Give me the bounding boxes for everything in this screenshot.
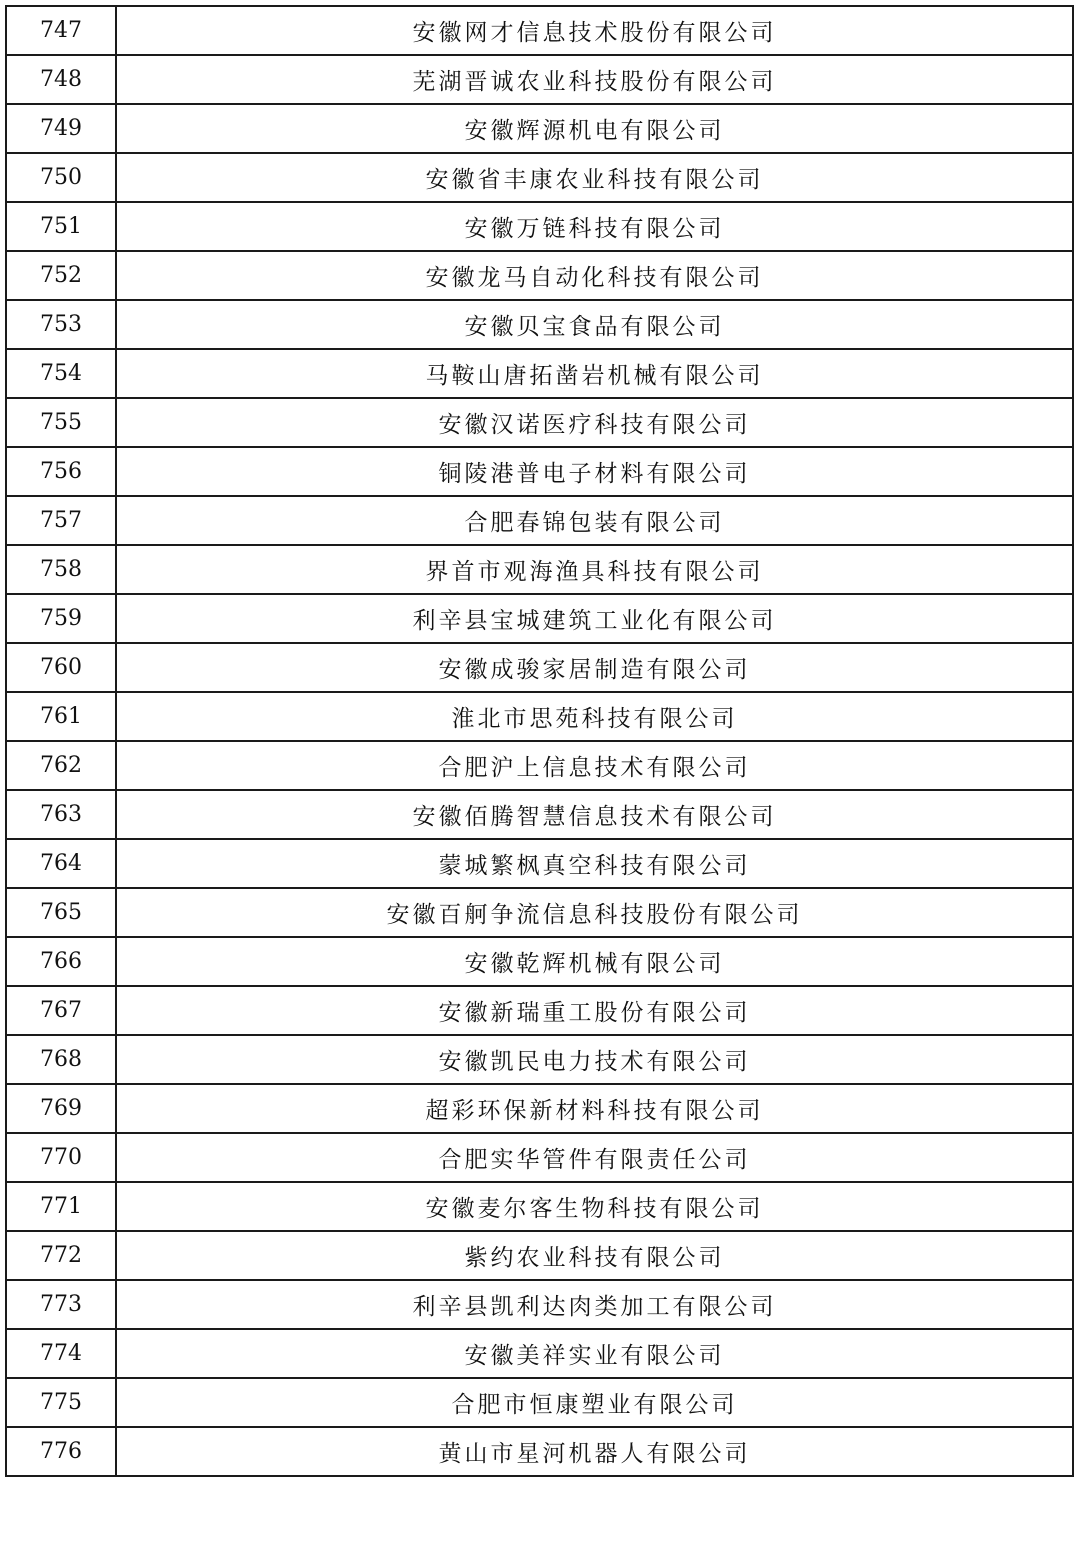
row-number: 770 — [6, 1133, 116, 1182]
company-name: 安徽汉诺医疗科技有限公司 — [116, 398, 1073, 447]
row-number: 763 — [6, 790, 116, 839]
row-number: 769 — [6, 1084, 116, 1133]
row-number: 764 — [6, 839, 116, 888]
table-row — [6, 1231, 1073, 1280]
company-name: 安徽佰腾智慧信息技术有限公司 — [116, 790, 1073, 839]
row-number: 750 — [6, 153, 116, 202]
table-row — [6, 790, 1073, 839]
row-number: 765 — [6, 888, 116, 937]
company-name: 安徽乾辉机械有限公司 — [116, 937, 1073, 986]
row-number: 756 — [6, 447, 116, 496]
row-number: 774 — [6, 1329, 116, 1378]
table-row — [6, 545, 1073, 594]
company-name: 安徽百舸争流信息科技股份有限公司 — [116, 888, 1073, 937]
table-row — [6, 1133, 1073, 1182]
row-number: 759 — [6, 594, 116, 643]
company-name: 安徽贝宝食品有限公司 — [116, 300, 1073, 349]
row-number: 755 — [6, 398, 116, 447]
table-row — [6, 1182, 1073, 1231]
table-row — [6, 1084, 1073, 1133]
company-name: 安徽新瑞重工股份有限公司 — [116, 986, 1073, 1035]
company-name: 马鞍山唐拓凿岩机械有限公司 — [116, 349, 1073, 398]
row-number: 767 — [6, 986, 116, 1035]
company-name: 界首市观海渔具科技有限公司 — [116, 545, 1073, 594]
row-number: 749 — [6, 104, 116, 153]
row-number: 753 — [6, 300, 116, 349]
company-name: 合肥实华管件有限责任公司 — [116, 1133, 1073, 1182]
table-row — [6, 496, 1073, 545]
row-number: 760 — [6, 643, 116, 692]
table-row — [6, 349, 1073, 398]
table-row — [6, 888, 1073, 937]
table-row — [6, 986, 1073, 1035]
row-number: 776 — [6, 1427, 116, 1476]
company-list-table — [5, 5, 1074, 1477]
row-number: 757 — [6, 496, 116, 545]
table-row — [6, 300, 1073, 349]
company-name: 合肥春锦包装有限公司 — [116, 496, 1073, 545]
table-row — [6, 594, 1073, 643]
company-name: 安徽麦尔客生物科技有限公司 — [116, 1182, 1073, 1231]
row-number: 775 — [6, 1378, 116, 1427]
table-row — [6, 398, 1073, 447]
table-row — [6, 153, 1073, 202]
company-name: 安徽万链科技有限公司 — [116, 202, 1073, 251]
company-name: 利辛县凯利达肉类加工有限公司 — [116, 1280, 1073, 1329]
company-name: 合肥市恒康塑业有限公司 — [116, 1378, 1073, 1427]
table-row — [6, 1280, 1073, 1329]
company-name: 安徽凯民电力技术有限公司 — [116, 1035, 1073, 1084]
table-row — [6, 251, 1073, 300]
row-number: 751 — [6, 202, 116, 251]
row-number: 758 — [6, 545, 116, 594]
company-name: 超彩环保新材料科技有限公司 — [116, 1084, 1073, 1133]
row-number: 771 — [6, 1182, 116, 1231]
row-number: 762 — [6, 741, 116, 790]
company-name: 安徽省丰康农业科技有限公司 — [116, 153, 1073, 202]
row-number: 748 — [6, 55, 116, 104]
table-row — [6, 55, 1073, 104]
table-row — [6, 104, 1073, 153]
document-page — [5, 5, 1074, 1477]
table-row — [6, 1035, 1073, 1084]
row-number: 768 — [6, 1035, 116, 1084]
row-number: 773 — [6, 1280, 116, 1329]
table-row — [6, 1378, 1073, 1427]
table-row — [6, 1329, 1073, 1378]
table-body — [6, 6, 1073, 1476]
company-name: 淮北市思苑科技有限公司 — [116, 692, 1073, 741]
company-name: 利辛县宝城建筑工业化有限公司 — [116, 594, 1073, 643]
company-name: 芜湖晋诚农业科技股份有限公司 — [116, 55, 1073, 104]
table-row — [6, 447, 1073, 496]
company-name: 铜陵港普电子材料有限公司 — [116, 447, 1073, 496]
table-row — [6, 692, 1073, 741]
table-row — [6, 643, 1073, 692]
company-name: 合肥沪上信息技术有限公司 — [116, 741, 1073, 790]
row-number: 761 — [6, 692, 116, 741]
table-row — [6, 937, 1073, 986]
company-name: 紫约农业科技有限公司 — [116, 1231, 1073, 1280]
company-name: 安徽网才信息技术股份有限公司 — [116, 6, 1073, 55]
company-name: 安徽成骏家居制造有限公司 — [116, 643, 1073, 692]
row-number: 772 — [6, 1231, 116, 1280]
company-name: 安徽龙马自动化科技有限公司 — [116, 251, 1073, 300]
row-number: 766 — [6, 937, 116, 986]
row-number: 747 — [6, 6, 116, 55]
company-name: 安徽辉源机电有限公司 — [116, 104, 1073, 153]
company-name: 蒙城繁枫真空科技有限公司 — [116, 839, 1073, 888]
table-row — [6, 741, 1073, 790]
row-number: 752 — [6, 251, 116, 300]
table-row — [6, 839, 1073, 888]
table-row — [6, 1427, 1073, 1476]
table-row — [6, 202, 1073, 251]
table-row — [6, 6, 1073, 55]
row-number: 754 — [6, 349, 116, 398]
company-name: 安徽美祥实业有限公司 — [116, 1329, 1073, 1378]
company-name: 黄山市星河机器人有限公司 — [116, 1427, 1073, 1476]
